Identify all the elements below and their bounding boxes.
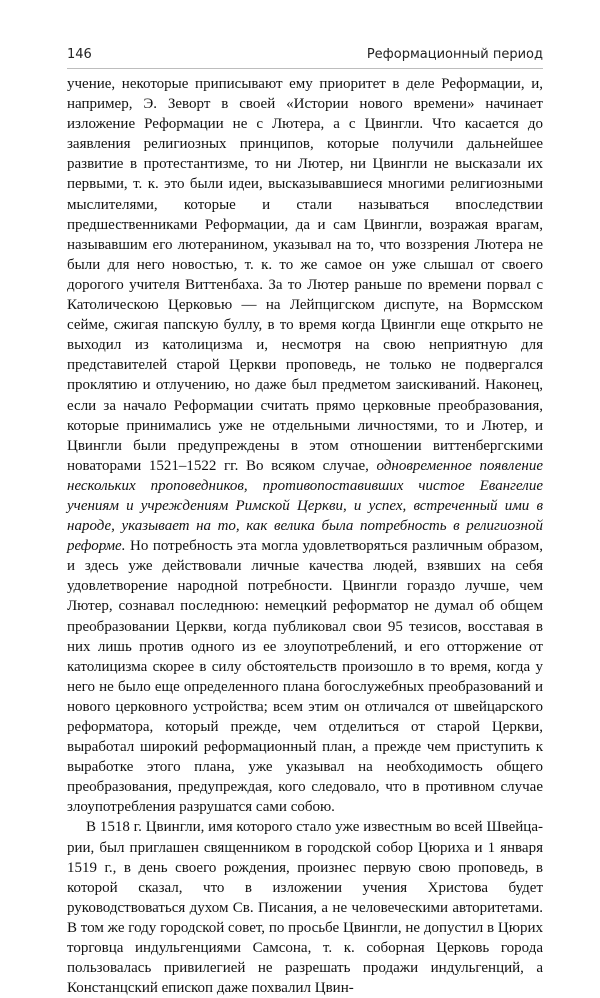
paragraph-1 (67, 74, 543, 817)
paragraph-1-italic: одновременное появление нескольких проповедников, противопоставивших чистое Евангелие учениям и учреждениям Римской Церкви, и успех, встреченный ими в народе, указывает на то, как велика была потребность в религиозной реформе. (67, 457, 544, 555)
paragraph-2: В 1518 г. Цвингли, имя которого стало уже известным во всей Швейцарии, был приглашен священником в городской собор Цюриха и 1 января 1519 г., в день своего рождения, произнес первую свою проповедь, в которой сказал, что в изложении учения Христова будет руководствоваться духом Св. Писания, а не человеческими авторитетами. В том же году городской совет, по просьбе Цвингли, не допустил в Цюрих торговца индульгенциями Самсона, т. к. соборная Церковь города пользовалась привилегией не разрешать продажи индульгенций, а Констанцский епископ даже похвалил Цвин- (67, 819, 543, 997)
paragraph-1-part-b: Но потребность эта могла удовлетворяться различным образом, и здесь уже действовали личные качества людей, взявших на себя удовлетворение народной потребности. Цвингли гораздо лучше, чем Лютер, сознавал последнюю: немецкий реформатор не думал об общем преобразовании Церкви, когда публиковал свои 95 тезисов, восставая в них лишь против одного из ее злоупотреблений, и его отторжение от католицизма скорее в силу обстоятельств произошло в то время, когда у него не было еще определенного плана богослужебных преобразований и нового церковного устройства; всем этим он отличался от швейцарского реформатора, который прежде, чем отделиться от старой Церкви, выработал широкий реформационный план, а прежде чем приступить к выработке этого плана, уже указывал на необходимость общего преобразования, предупреждая, кого следовало, что в противном случае злоупотребления разрушатся сами собою. (67, 538, 543, 816)
page-number: 146 (67, 47, 92, 62)
paragraph-1-part-a: учение, некоторые приписывают ему приоритет в деле Реформации, и, например, Э. Зеворт в своей «Истории нового времени» начинает изложение Реформации не с Лютера, а с Цвингли. Что касается до заявления религиозных принципов, которые получили дальнейшее развитие в протестантизме, то ни Лютер, ни Цвингли не высказали их первыми, т. к. это были идеи, высказывавшиеся многими религиозными мыслителями, которые и стали называться впоследствии предшественниками Реформации, да и сам Цвингли, возражая врагам, называвшим его лютеранином, указывал на то, что воззрения Лютера не были для него новостью, т. к. то же самое он уже слышал от своего дорогого учителя Виттенбаха. За то Лютер раньше по времени порвал с Католическою Церковью — на Лейпцигском диспуте, на Вормсском сейме, сжигая папскую буллу, в то время когда Цвингли еще открыто не выходил из католицизма и, несмотря на свою неприятную для представителей старой Церкви проповедь, не только не подвергался проклятию и отлучению, но даже был предметом заискиваний. Наконец, если за начало Реформации считать прямо церковные преобразования, которые принимались уже не отдельными личностями, то и Лютер, и Цвингли были предупреждены в этом отношении виттенбергскими новаторами 1521–1522 гг. Во всяком случае, (67, 76, 543, 474)
section-title: Реформационный период (366, 47, 543, 62)
running-header (67, 47, 543, 62)
body-text (67, 74, 543, 998)
header-rule (67, 68, 543, 69)
